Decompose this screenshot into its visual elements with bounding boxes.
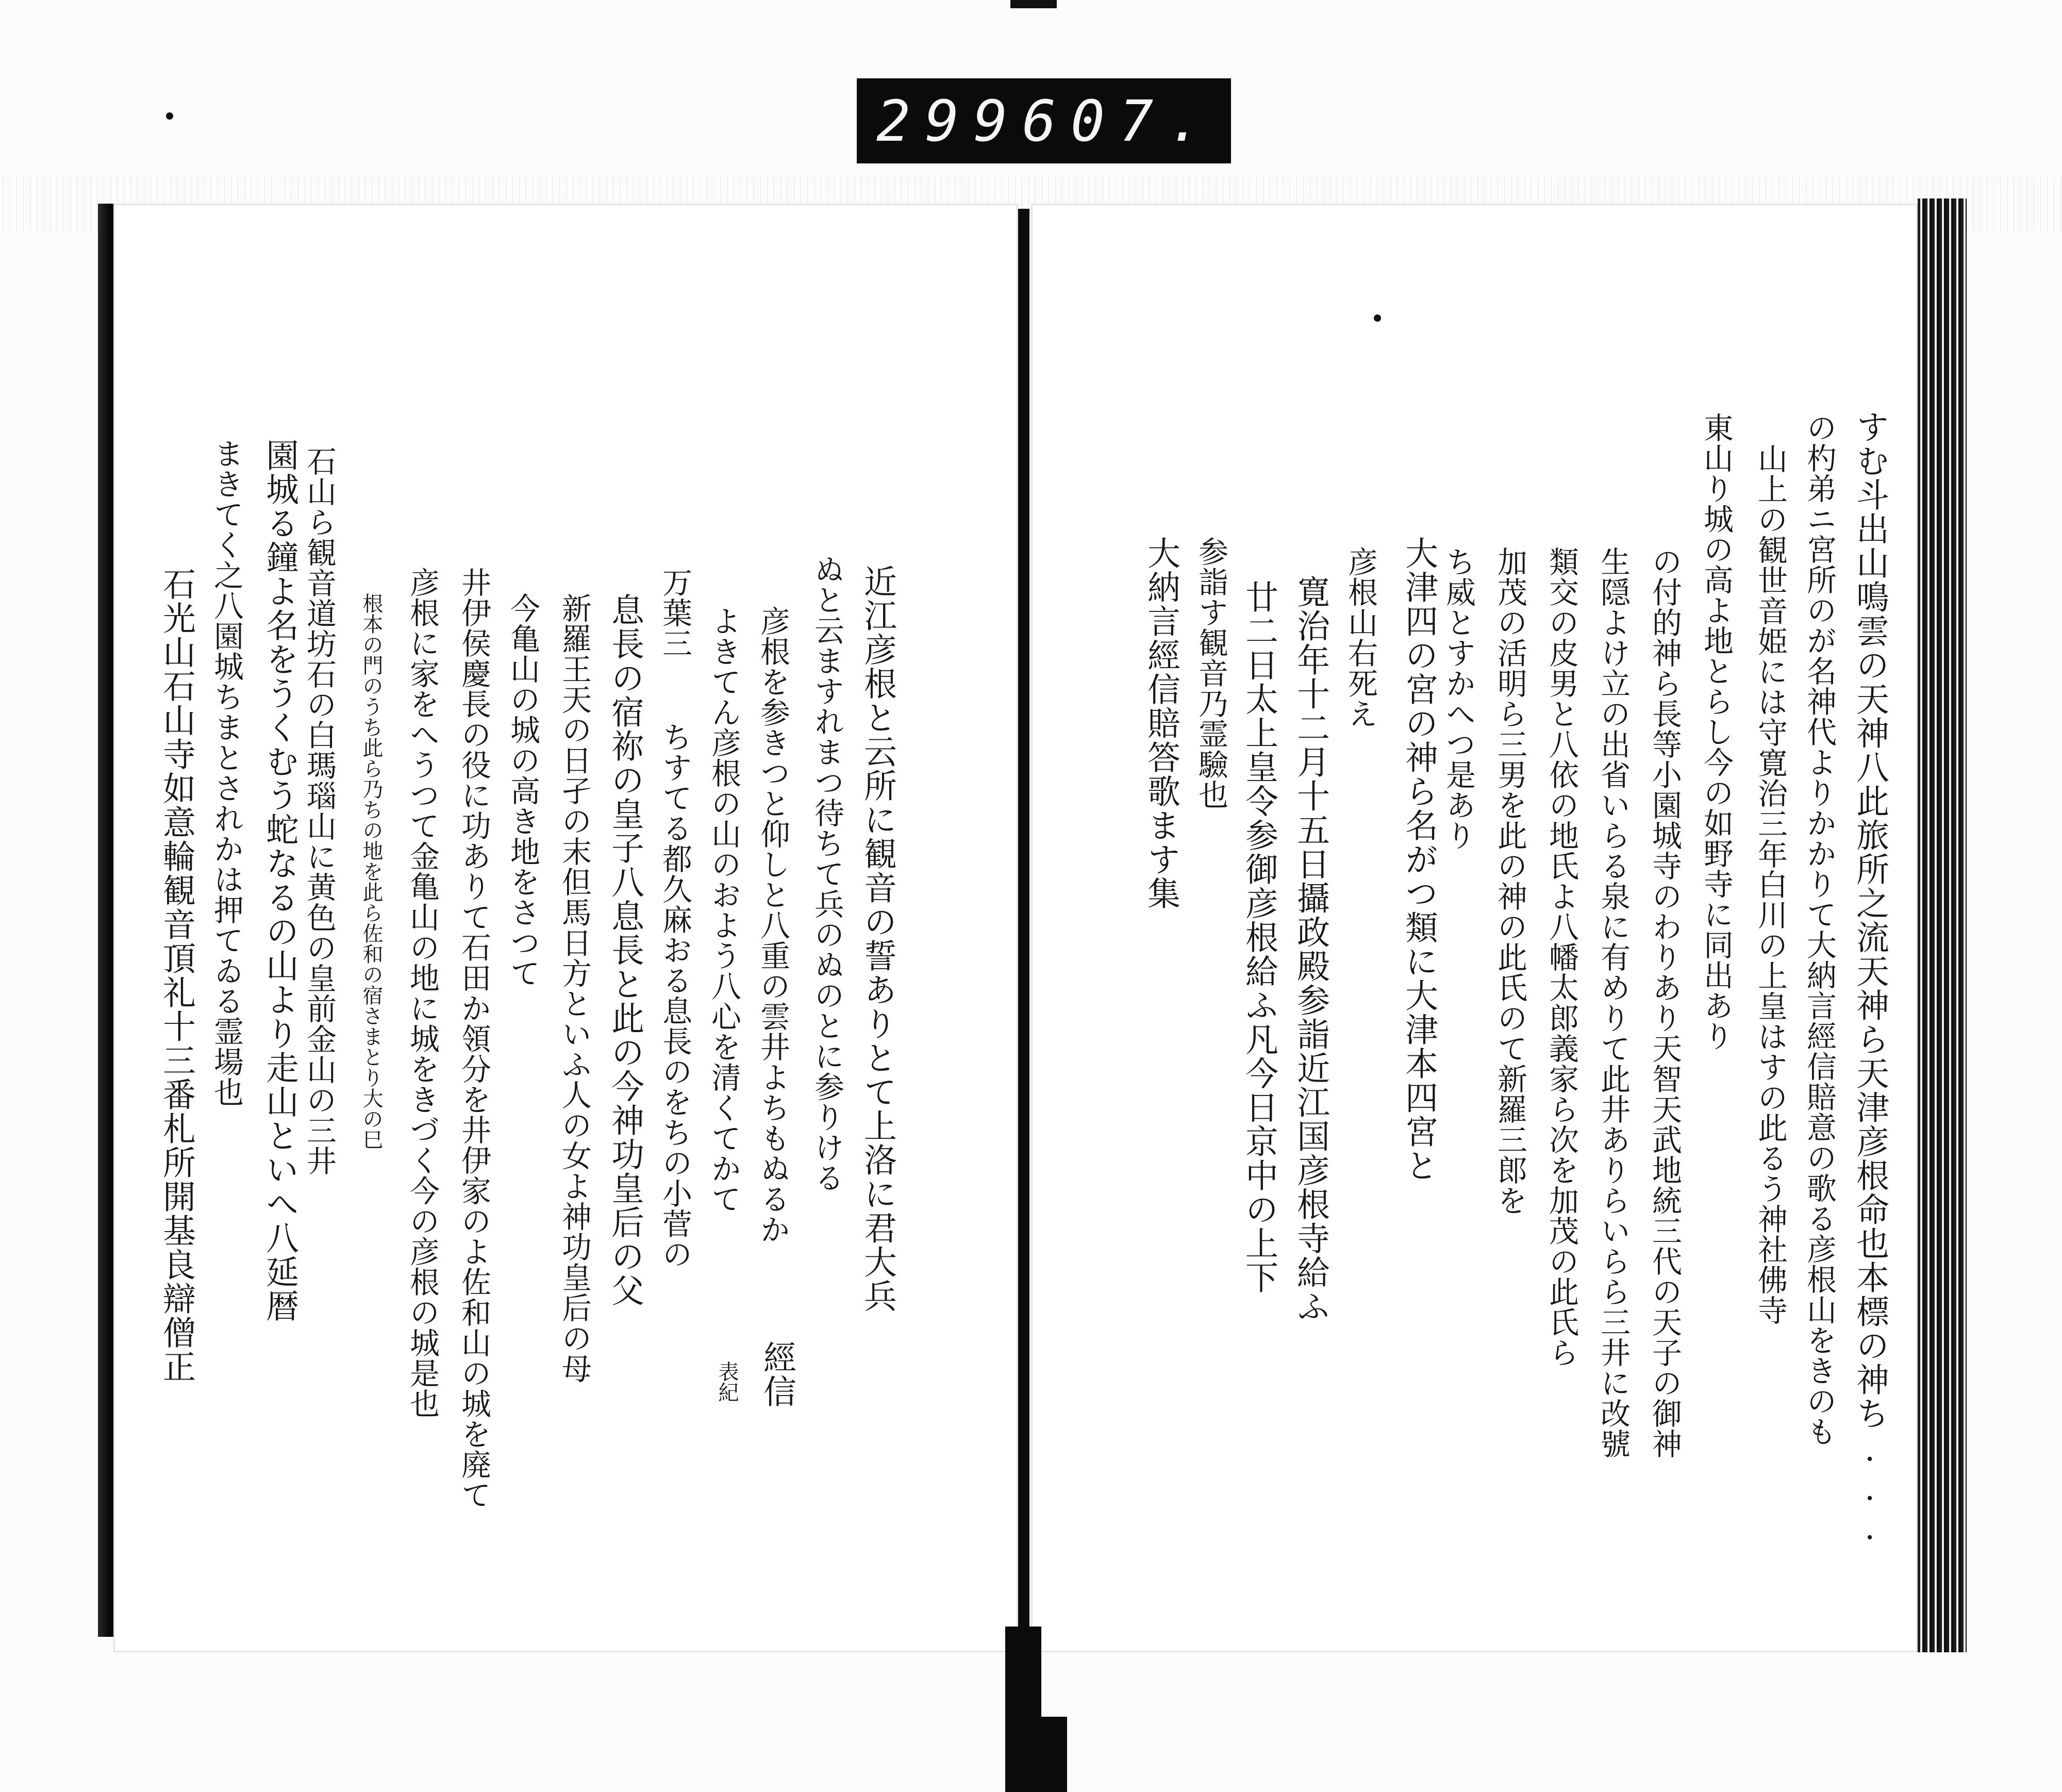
left-line-7: 万葉三 [657,567,692,658]
left-line-1: 近江彦根と云所に観音の誓ありとて上洛に君大兵 [858,565,896,1313]
left-line-13: 彦根に家をへうつて金亀山の地に城をきづく今の彦根の城是也 [405,567,440,1419]
left-line-17: まきてく之八園城ちまとされかは押てゐる霊場也 [209,438,244,1107]
left-line-10: 新羅王天の日孑の末但馬日方といふ人の女よ神功皇后の母 [557,593,592,1384]
right-line-3: 山上の観世音姫には守寛治三年白川の上皇はすの此るう神社佛寺 [1753,443,1788,1325]
left-line-16: 園城る鐘よ名をうくむう蛇なるの山より走山といへ八延暦 [260,438,298,1323]
left-line-6: 表紀 [715,1361,739,1402]
right-line-12: 寛治年十二月十五日攝政殿参詣近江国彦根寺給ふ [1291,575,1329,1323]
gutter-foot-shadow-ext [1041,1717,1067,1792]
left-line-15: 石山ら観音道坊石の白瑪瑙山に黄色の皇前金山の三井 [302,446,337,1176]
left-line-12: 井伊侯慶長の役に功ありて石田か領分を井伊家のよ佐和山の城を廃て [456,567,491,1510]
left-line-18: 石光山石山寺如意輪観音頂礼十三番札所開基良辯僧正 [157,567,195,1384]
right-line-6: 生隠よけ立の出省いらる泉に有めりて此井ありらいらら三井に改號 [1595,546,1631,1459]
left-line-14: 根本の門のうち此ら乃ちの地を此ら佐和の宿さまとり大の巳 [359,593,383,1150]
left-line-3: 經信 [758,1340,796,1408]
counter-right-number: 607. [1022,88,1217,154]
left-line-2: ぬと云ますれまつ待ちて兵のぬのとに参りける [809,554,844,1193]
right-line-2: の杓弟ニ宮所のが名神代よりかかりて大納言經信賠意の歌る彦根山をきのも [1802,412,1837,1447]
counter-left-number: 299 [876,88,1022,154]
speck-mark [166,112,173,120]
right-line-5: の付的神ら長等小園城寺のわりあり天智天武地統三代の天子の御神 [1647,546,1682,1459]
left-line-8: ちすてる都久麻おる息長のをちの小菅の [657,722,692,1269]
right-line-14: 参詣す観音乃霊驗也 [1193,536,1228,810]
frame-counter [857,78,1231,163]
right-line-10: 大津四の宮の神ら名がつ類に大津本四宮と [1400,536,1438,1183]
right-line-7: 類交の皮男と八依の地氏よ八幡太郎義家ら次を加茂の此氏ら [1544,546,1579,1368]
gutter-foot-shadow [1005,1627,1041,1792]
top-edge-mark [1010,0,1057,8]
right-line-13: 廿二日太上皇令参御彦根給ふ凡今日京中の上下 [1240,580,1278,1295]
right-line-9: ち威とすかへつ是あり [1441,546,1476,851]
book-gutter [1018,209,1029,1627]
left-line-11: 今亀山の城の高き地をさつて [505,593,540,988]
right-line-11: 彦根山右死え [1343,546,1378,729]
right-line-1: すむ斗出山鳴雲の天神八此旅所之流天神ら天津彦根命也本標の神ち... [1851,410,1889,1548]
right-line-8: 加茂の活明ら三男を此の神の此氏のて新羅三郎を [1492,546,1527,1216]
right-line-4: 東山り城の高よ地とらし今の如野寺に同出あり [1699,412,1734,1051]
speck-mark [1374,314,1381,322]
right-line-15: 大納言經信賠答歌ます集 [1142,536,1180,910]
left-line-4: 彦根を参きつと仰しと八重の雲井よちもぬるか [755,606,790,1245]
right-page-edges [1918,198,1967,1652]
left-line-5: よきてん彦根の山のおよう八心を清くてかて [706,606,741,1214]
left-line-9: 息長の宿祢の皇子八息長と此の今神功皇后の父 [606,593,644,1307]
